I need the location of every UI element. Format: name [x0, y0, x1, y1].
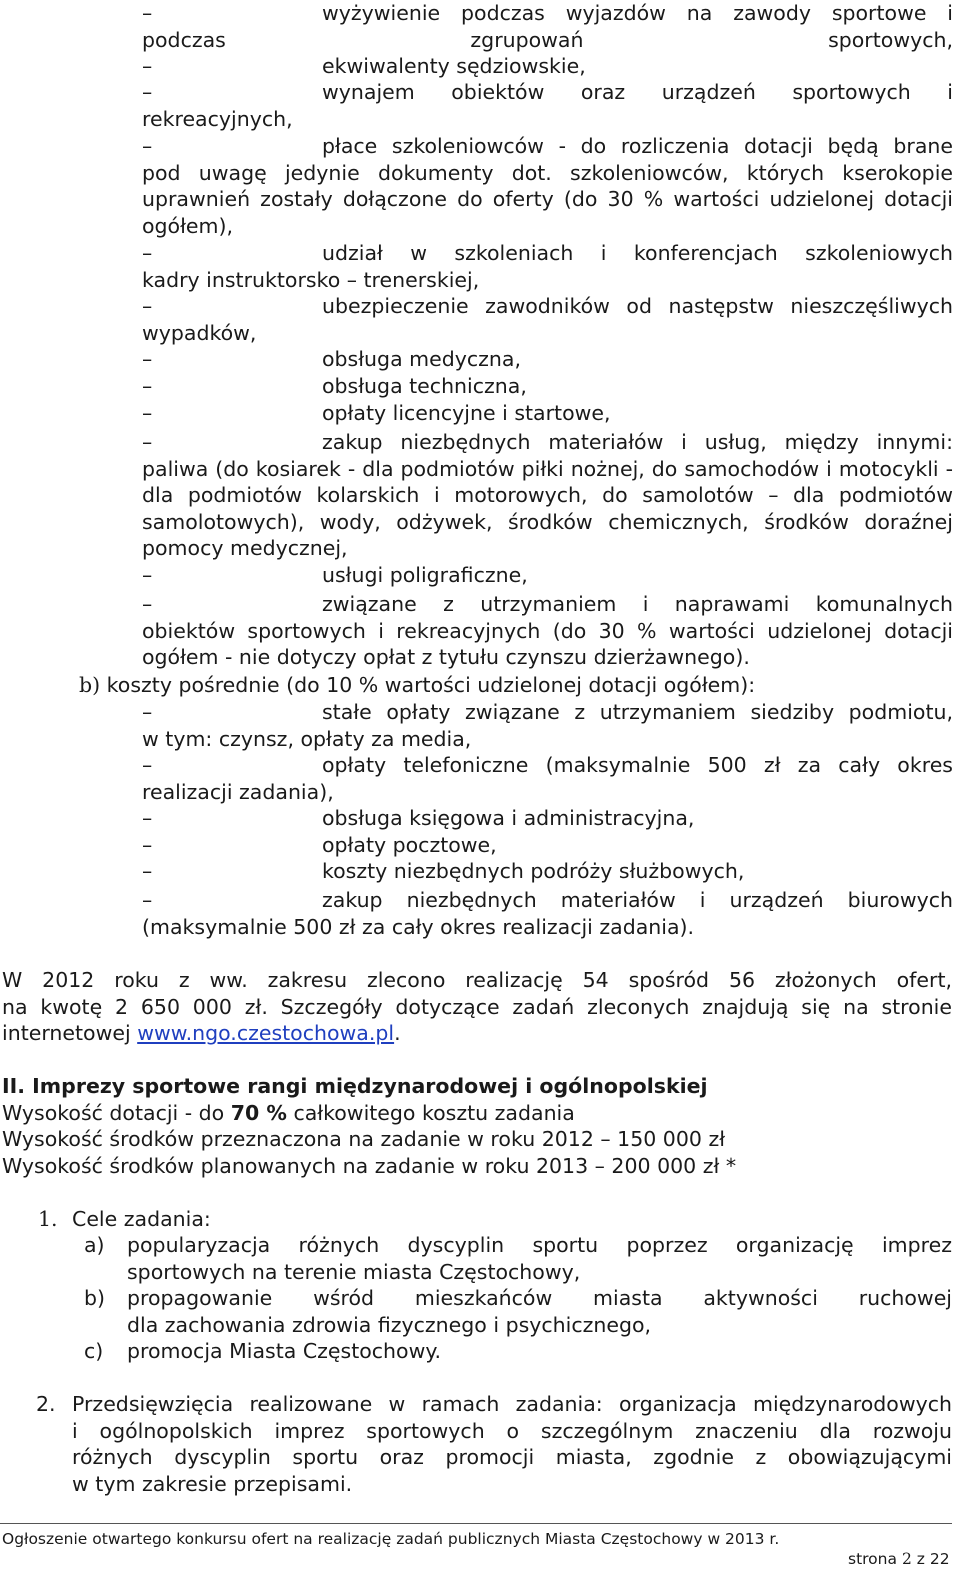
cost-item-rest: paliwa (do kosiarek - dla podmiotów piłki nożnej, do samochodów i motocykli - dla podmiotów kolarskich i motorowych, do samolotów – dla podmiotów samolotowych), wody, odżywek, środków chemicznych, środków doraźnej pomocy medycznej,	[142, 456, 953, 560]
cost-item-first-line: zakup niezbędnych materiałów i usług, między innymi:	[322, 430, 953, 454]
cost-item	[142, 887, 953, 940]
dash-marker: –	[142, 54, 153, 78]
cost-item	[142, 400, 953, 427]
goal-item	[127, 1232, 952, 1285]
ventures-line: różnych dyscyplin sportu oraz promocji miasta, zgodnie z obowiązującymi	[72, 1445, 952, 1469]
dash-marker: –	[142, 1, 153, 25]
footer-title: Ogłoszenie otwartego konkursu ofert na realizację zadań publicznych Miasta Częstochowy w 2013 r.	[2, 1530, 780, 1548]
footer-divider	[0, 1523, 952, 1524]
page-number	[848, 1549, 950, 1569]
dash-marker: –	[142, 888, 153, 912]
dash-marker: –	[142, 401, 153, 425]
goal-line: propagowanie wśród mieszkańców miasta aktywności ruchowej	[127, 1286, 952, 1310]
cost-item	[142, 832, 953, 859]
funds-2013-line: Wysokość środków planowanych na zadanie w roku 2013 – 200 000 zł *	[2, 1153, 737, 1178]
dash-marker: –	[142, 374, 153, 398]
ventures-line: w tym zakresie przepisami.	[72, 1471, 353, 1496]
cost-item	[142, 752, 953, 805]
cost-item-first-line: opłaty licencyjne i startowe,	[322, 401, 611, 425]
cost-item-first-line: wynajem obiektów oraz urządzeń sportowych i	[322, 80, 953, 104]
dash-marker: –	[142, 859, 153, 883]
cost-item-first-line: ekwiwalenty sędziowskie,	[322, 54, 586, 78]
dash-marker: –	[142, 241, 153, 265]
cost-item	[142, 346, 953, 373]
goals-title: Cele zadania:	[72, 1207, 211, 1231]
funds-2012-line: Wysokość środków przeznaczona na zadanie w roku 2012 – 150 000 zł	[2, 1127, 726, 1151]
summary-text: internetowej	[2, 1021, 138, 1045]
cost-item-first-line: obsługa medyczna,	[322, 347, 521, 371]
dash-marker: –	[142, 806, 153, 830]
grant-share-text: całkowitego kosztu zadania	[286, 1100, 575, 1125]
section-b-marker: b)	[79, 673, 101, 697]
cost-item	[142, 293, 953, 346]
page-of: z	[916, 1550, 925, 1568]
dash-marker: –	[142, 134, 153, 158]
ventures-paragraph	[72, 1391, 952, 1497]
cost-item-rest: realizacji zadania),	[142, 779, 334, 804]
cost-item-first-line: płace szkoleniowców - do rozliczenia dotacji będą brane	[322, 134, 953, 158]
page-total: 22	[929, 1550, 950, 1568]
dash-marker: –	[142, 347, 153, 371]
cost-item	[142, 240, 953, 293]
section-b-text: koszty pośrednie (do 10 % wartości udzielonej dotacji ogółem):	[106, 673, 756, 697]
cost-item-first-line: wyżywienie podczas wyjazdów na zawody sportowe i	[322, 1, 953, 25]
goal-marker: a)	[84, 1233, 105, 1257]
cost-item-first-line: stałe opłaty związane z utrzymaniem siedziby podmiotu,	[322, 700, 953, 724]
cost-item	[142, 0, 953, 53]
cost-item-first-line: opłaty pocztowe,	[322, 833, 497, 857]
goal-line: dla zachowania zdrowia fizycznego i psychicznego,	[127, 1312, 652, 1337]
cost-item-first-line: obsługa techniczna,	[322, 374, 527, 398]
goal-line: popularyzacja różnych dyscyplin sportu poprzez organizację imprez	[127, 1233, 952, 1257]
summary-2012-paragraph	[2, 967, 952, 1047]
grant-share-line	[2, 1100, 952, 1127]
summary-line: W 2012 roku z ww. zakresu zlecono realizację 54 spośród 56 złożonych ofert,	[2, 968, 952, 992]
cost-item	[142, 429, 953, 562]
cost-item	[142, 591, 953, 671]
cost-item-rest: pod uwagę jedynie dokumenty dot. szkoleniowców, których kserokopie uprawnień zostały dołączone do oferty (do 30 % wartości udzielonej dotacji ogółem),	[142, 160, 953, 238]
cost-item-rest: w tym: czynsz, opłaty za media,	[142, 726, 472, 751]
section-ii	[2, 1073, 952, 1179]
cost-item-first-line: ubezpieczenie zawodników od następstw nieszczęśliwych	[322, 294, 953, 318]
page-current: 2	[901, 1550, 912, 1568]
indirect-costs-heading	[79, 672, 953, 699]
dash-marker: –	[142, 592, 153, 616]
cost-item	[142, 373, 953, 400]
ventures-line: i ogólnopolskich imprez sportowych o szczególnym znaczeniu dla rozwoju	[72, 1418, 952, 1443]
cost-item-first-line: koszty niezbędnych podróży służbowych,	[322, 859, 745, 883]
cost-item-rest: kadry instruktorsko – trenerskiej,	[142, 267, 480, 292]
cost-item-first-line: obsługa księgowa i administracyjna,	[322, 806, 695, 830]
dash-marker: –	[142, 294, 153, 318]
goal-item	[127, 1285, 952, 1338]
cost-item	[142, 53, 953, 80]
dash-marker: –	[142, 700, 153, 724]
goals-number: 1.	[38, 1207, 58, 1231]
goal-line: sportowych na terenie miasta Częstochowy,	[127, 1259, 581, 1284]
cost-item	[142, 133, 953, 239]
cost-item-first-line: opłaty telefoniczne (maksymalnie 500 zł za cały okres	[322, 753, 953, 777]
cost-item	[142, 79, 953, 132]
goal-marker: b)	[84, 1286, 106, 1310]
dash-marker: –	[142, 80, 153, 104]
ngo-website-link[interactable]: www.ngo.czestochowa.pl	[137, 1021, 395, 1045]
cost-item-first-line: związane z utrzymaniem i naprawami komunalnych	[322, 592, 953, 616]
dash-marker: –	[142, 753, 153, 777]
dash-marker: –	[142, 563, 153, 587]
ventures-number: 2.	[36, 1392, 56, 1416]
dash-marker: –	[142, 430, 153, 454]
ventures-line: Przedsięwzięcia realizowane w ramach zadania: organizacja międzynarodowych	[72, 1392, 952, 1416]
dash-marker: –	[142, 833, 153, 857]
cost-item-rest: rekreacyjnych,	[142, 106, 293, 131]
cost-item	[142, 699, 953, 752]
summary-line: na kwotę 2 650 000 zł. Szczegóły dotyczące zadań zleconych znajdują się na stronie	[2, 994, 952, 1019]
summary-line	[2, 1020, 952, 1047]
cost-item	[142, 562, 953, 589]
cost-item-rest: wypadków,	[142, 320, 257, 345]
cost-item-rest: obiektów sportowych i rekreacyjnych (do 30 % wartości udzielonej dotacji ogółem - nie dotyczy opłat z tytułu czynszu dzierżawnego).	[142, 618, 953, 669]
cost-item-rest: (maksymalnie 500 zł za cały okres realizacji zadania).	[142, 914, 695, 939]
summary-text: .	[394, 1021, 401, 1045]
cost-item-first-line: zakup niezbędnych materiałów i urządzeń biurowych	[322, 888, 953, 912]
grant-share-percent: 70 %	[230, 1100, 287, 1125]
grant-share-text: Wysokość dotacji - do	[2, 1100, 231, 1125]
section-heading: II. Imprezy sportowe rangi międzynarodowej i ogólnopolskiej	[2, 1074, 708, 1098]
goal-line: promocja Miasta Częstochowy.	[127, 1339, 442, 1363]
goal-item	[127, 1338, 952, 1365]
cost-item-first-line: udział w szkoleniach i konferencjach szkoleniowych	[322, 241, 953, 265]
cost-item-rest: podczas zgrupowań sportowych,	[142, 27, 953, 52]
page-prefix: strona	[848, 1550, 897, 1568]
cost-item	[142, 805, 953, 832]
goal-marker: c)	[84, 1339, 104, 1363]
cost-item	[142, 858, 953, 885]
cost-item-first-line: usługi poligraficzne,	[322, 563, 528, 587]
